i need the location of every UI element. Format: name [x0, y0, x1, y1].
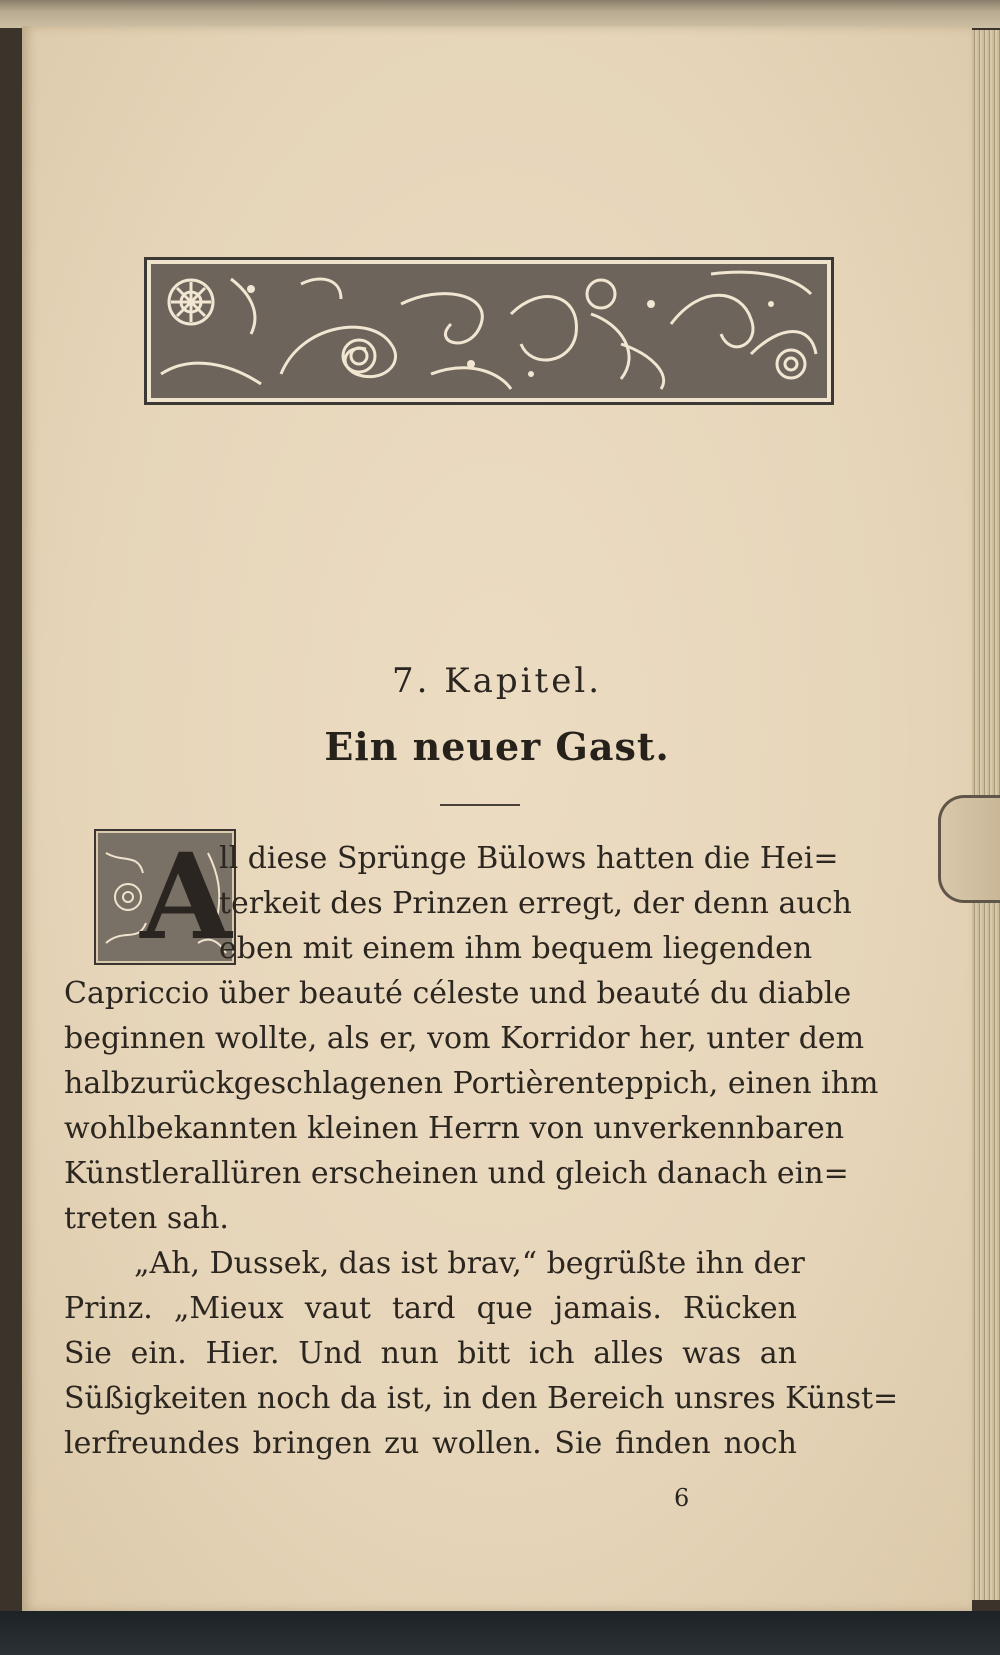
ornament-illustration — [151, 264, 827, 398]
text-line-7: wohlbekannten kleinen Herrn von unverkennbaren — [64, 1111, 845, 1146]
text-line-11: Prinz. „Mieux vaut tard que jamais. Rücken — [64, 1291, 797, 1326]
text-line-5: beginnen wollte, als er, vom Korridor her, unter dem — [64, 1021, 865, 1056]
text-line-4: Capriccio über beauté céleste und beauté du diable — [64, 976, 852, 1011]
decorative-headpiece — [144, 257, 834, 405]
book-page — [22, 26, 972, 1611]
text-line-13: Süßigkeiten noch da ist, in den Bereich unsres Künst= — [64, 1381, 899, 1416]
text-line-10: „Ah, Dussek, das ist brav,“ begrüßte ihn der — [134, 1246, 805, 1281]
text-line-1: ll diese Sprünge Bülows hatten die Hei= — [219, 841, 839, 876]
page-number: 6 — [674, 1484, 690, 1512]
text-line-12: Sie ein. Hier. Und nun bitt ich alles was an — [64, 1336, 797, 1371]
text-line-6: halbzurückgeschlagenen Portièrenteppich, einen ihm — [64, 1066, 879, 1101]
text-line-2: terkeit des Prinzen erregt, der denn auch — [219, 886, 852, 921]
bookmark-tab — [938, 795, 1000, 903]
text-line-3: eben mit einem ihm bequem liegenden — [219, 931, 813, 966]
drop-cap — [94, 829, 236, 965]
chapter-number: 7. Kapitel. — [391, 661, 603, 701]
text-line-9: treten sah. — [64, 1201, 229, 1236]
drop-cap-letter: A — [140, 827, 232, 966]
chapter-title: Ein neuer Gast. — [324, 724, 670, 769]
book-bottom-edge — [0, 1611, 1000, 1655]
title-divider — [440, 804, 520, 806]
text-line-8: Künstlerallüren erscheinen und gleich danach ein= — [64, 1156, 849, 1191]
text-line-14: lerfreundes bringen zu wollen. Sie finden noch — [64, 1426, 797, 1461]
page-top-edge — [0, 0, 1000, 28]
